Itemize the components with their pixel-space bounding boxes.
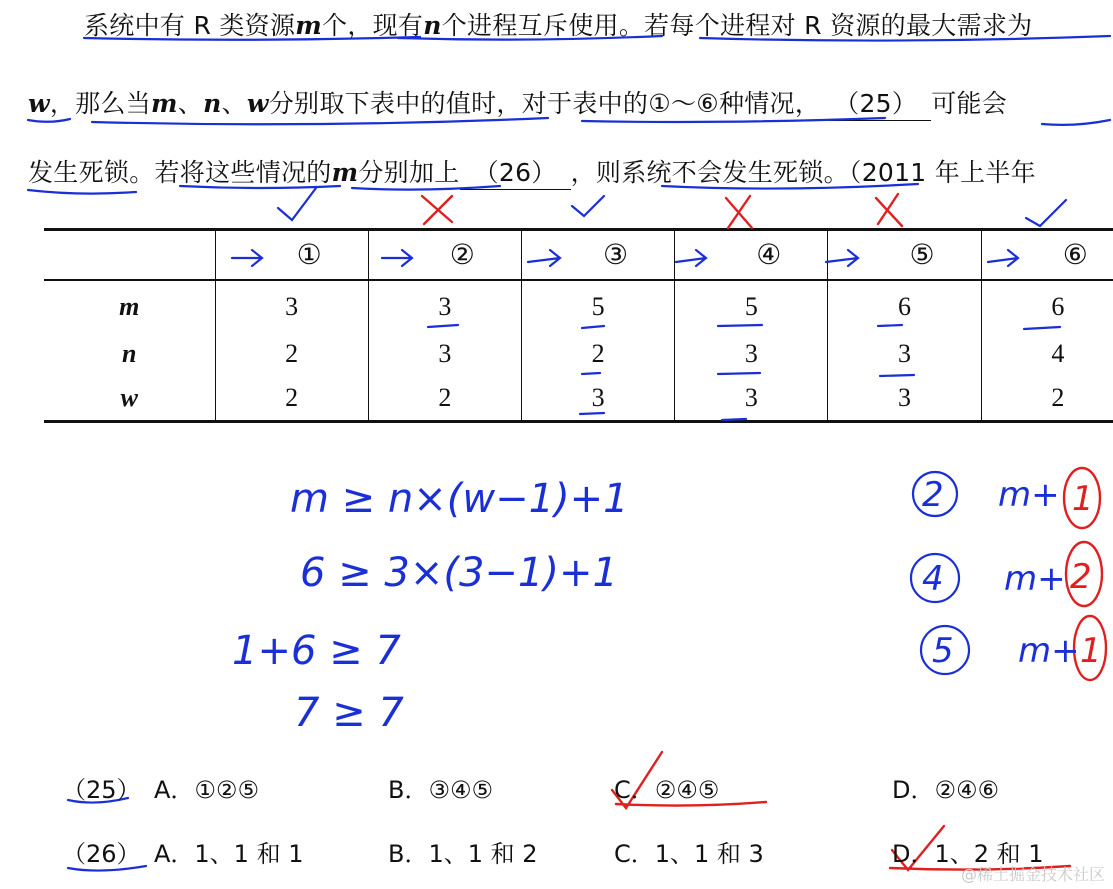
formula-line-4: 7 ≥ 7 (294, 690, 404, 736)
q26-option-a[interactable]: A．1、1 和 1 (154, 840, 304, 868)
formula-line-2: 6 ≥ 3×(3−1)+1 (300, 550, 618, 596)
variable: n (423, 11, 442, 40)
note-expr-4: m+ (1004, 559, 1066, 599)
note-expr-2: m+ (998, 475, 1060, 515)
cross-mark-5 (876, 194, 902, 226)
q25-option-d[interactable]: D．②④⑥ (892, 776, 1000, 804)
table-cell: 6 (981, 280, 1113, 332)
question-text: 、 (177, 89, 204, 118)
table-header-cell: ⑤ (828, 230, 981, 281)
table-header-cell: ② (368, 230, 521, 281)
table-cell: 3 (368, 280, 521, 332)
note-add-4: 2 (1070, 557, 1092, 597)
table-cell: 2 (215, 332, 368, 376)
check-mark-1 (278, 188, 316, 220)
q26-option-d[interactable]: D．1、2 和 1 (892, 840, 1044, 868)
table-cell: 3 (368, 332, 521, 376)
cross-mark-2 (422, 196, 452, 224)
table-cell: 3 (521, 376, 674, 422)
table-cell: 2 (215, 376, 368, 422)
watermark: @稀土掘金技术社区 (960, 865, 1105, 884)
note-add-2: 1 (1072, 479, 1094, 519)
check-mark-6 (1026, 200, 1066, 226)
table-cell: 3 (828, 332, 981, 376)
q25-option-b[interactable]: B．③④⑤ (388, 776, 494, 804)
note-case-4: 4 (922, 559, 944, 599)
q25-option-a[interactable]: A．①②⑤ (154, 776, 259, 804)
answer-blank: （25） (820, 84, 931, 121)
table-cell: 3 (675, 376, 828, 422)
table-header-cell: ① (215, 230, 368, 281)
table-header-cell: ③ (521, 230, 674, 281)
formula-line-3: 1+6 ≥ 7 (232, 628, 401, 674)
table-cell: 3 (675, 332, 828, 376)
q26-option-b[interactable]: B．1、1 和 2 (388, 840, 538, 868)
table-cell: 2 (521, 332, 674, 376)
question-text: 、 (221, 89, 247, 118)
row-label: w (44, 376, 215, 422)
variable: m (295, 11, 323, 40)
question-text: 可能会 (931, 89, 1008, 118)
table-header-cell: ⑥ (981, 230, 1113, 281)
table-cell: 4 (981, 332, 1113, 376)
table-cell: 5 (521, 280, 674, 332)
q26-option-c[interactable]: C．1、1 和 3 (614, 840, 764, 868)
variable: w (28, 89, 50, 118)
q26-number: （26） (62, 840, 141, 868)
answer-blank: （26） (460, 153, 571, 190)
q25-number: （25） (62, 776, 141, 804)
question-text: ，则系统不会发生死锁。（2011 年上半年 (570, 158, 1036, 187)
note-expr-5: m+ (1018, 631, 1080, 671)
question-text: ，那么当 (49, 89, 152, 118)
check-mark-3 (572, 196, 604, 216)
table-cell: 6 (828, 280, 981, 332)
table-header-cell: ④ (675, 230, 828, 281)
note-case-2: 2 (922, 475, 944, 515)
question-text: 个进程互斥使用。若每个进程对 R 资源的最大需求为 (441, 11, 1033, 40)
table-cell: 3 (215, 280, 368, 332)
row-label: m (119, 291, 140, 321)
row-label: n (122, 339, 137, 368)
variable: m (331, 158, 359, 187)
table-cell: 5 (675, 280, 828, 332)
question-text: 发生死锁。若将这些情况的 (28, 158, 332, 187)
table-cell: 3 (828, 376, 981, 422)
question-text: 分别取下表中的值时，对于表中的①～⑥种情况， (268, 89, 821, 118)
question-text: 系统中有 R 类资源 (84, 11, 296, 40)
table-cell: 2 (368, 376, 521, 422)
note-case-5: 5 (932, 631, 954, 671)
variable: n (203, 89, 222, 118)
variable: m (151, 89, 178, 118)
table-cell: 2 (981, 376, 1113, 422)
note-add-5: 1 (1080, 631, 1102, 671)
variable: w (246, 89, 269, 118)
question-text: 分别加上 (358, 158, 460, 187)
q25-option-c[interactable]: C．②④⑤ (614, 776, 720, 804)
cross-mark-4 (726, 196, 752, 228)
formula-line-1: m ≥ n×(w−1)+1 (290, 476, 629, 522)
question-text: 个，现有 (322, 11, 424, 40)
